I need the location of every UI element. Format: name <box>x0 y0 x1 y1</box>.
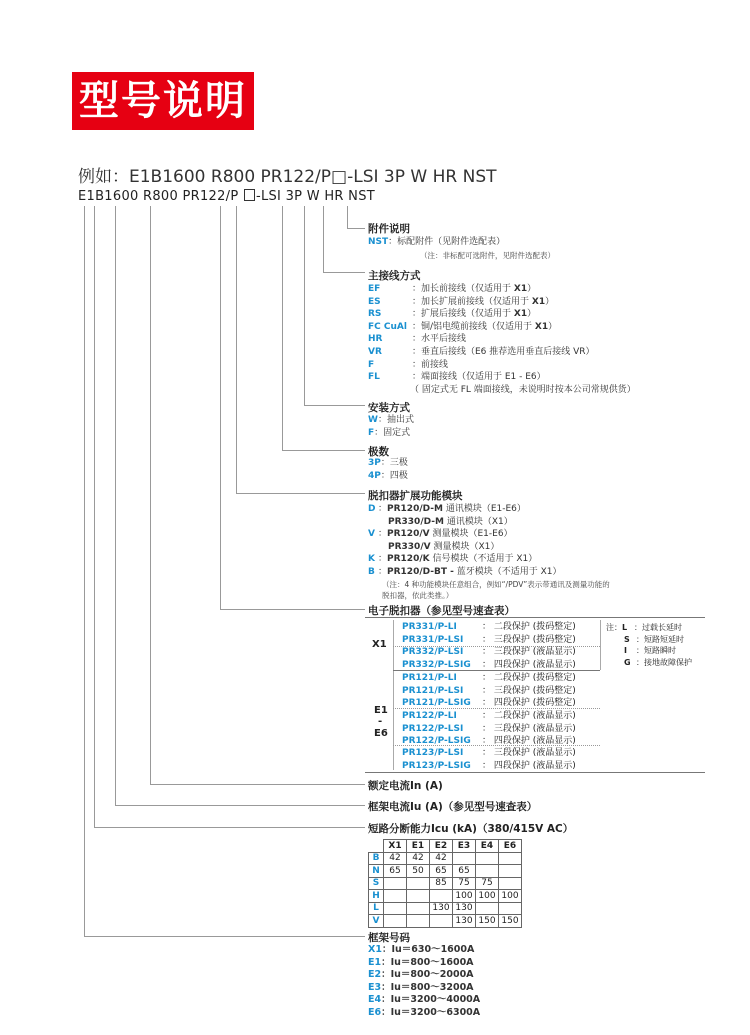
table-row <box>369 852 522 865</box>
table-header-cell: E1 <box>407 840 430 853</box>
trip-e-list-2 <box>402 710 576 748</box>
table-cell: 100 <box>453 890 476 903</box>
frame-item: E4：Iu＝3200～4000A <box>368 994 481 1006</box>
trip-row: PR122/P-LSIG ： 四段保护 (液晶显示) <box>402 736 576 746</box>
table-header-cell: X1 <box>384 840 407 853</box>
table-cell: H <box>369 890 384 903</box>
model-code-part1: E1B1600 R800 PR122/P <box>78 189 239 204</box>
table-cell <box>384 877 407 890</box>
frame-item: X1：Iu＝630～1600A <box>368 944 475 955</box>
connection-item: VR ：垂直后接线（E6 推荐选用垂直后接线 VR） <box>368 346 595 357</box>
table-cell <box>499 902 522 915</box>
table-cell: 130 <box>453 902 476 915</box>
connection-item: HR ：水平后接线 <box>368 334 467 345</box>
table-cell <box>407 890 430 903</box>
table-row <box>369 915 522 928</box>
table-cell <box>499 877 522 890</box>
extension-item: PR330/V 测量模块（X1） <box>388 541 500 552</box>
legend-item: S ：短路短延时 <box>624 634 684 644</box>
table-cell <box>407 877 430 890</box>
table-cell: 65 <box>453 865 476 878</box>
page-banner: 型号说明 <box>72 72 254 130</box>
table-cell: 50 <box>407 865 430 878</box>
frame-number-list <box>368 944 480 1020</box>
trip-row: PR123/P-LSI ： 三段保护 (液晶显示) <box>402 748 576 758</box>
trip-row: PR331/P-LSI ： 三段保护 (拨码整定) <box>402 634 576 645</box>
connection-item: ES ：加长扩展前接线（仅适用于 X1） <box>368 296 555 307</box>
table-row <box>369 890 522 903</box>
table-row <box>369 902 522 915</box>
table-cell <box>384 890 407 903</box>
extension-note-1: （注：4 种功能模块任意组合，例如“/PDV”表示带通讯及测量功能的 <box>382 580 610 589</box>
table-cell <box>453 852 476 865</box>
table-cell: 65 <box>430 865 453 878</box>
table-cell <box>476 865 499 878</box>
table-header-cell: E2 <box>430 840 453 853</box>
frame-item: E6：Iu＝3200～6300A <box>368 1006 481 1018</box>
table-cell: 42 <box>384 852 407 865</box>
table-cell: 65 <box>384 865 407 878</box>
rated-current-title: 额定电流In (A) <box>368 780 443 792</box>
trip-e1-label: E1 <box>374 705 388 716</box>
table-cell: 150 <box>476 915 499 928</box>
trip-row: PR121/P-LSI ： 三段保护 (拨码整定) <box>402 685 576 696</box>
poles-item: 4P：四极 <box>368 470 408 481</box>
extension-note-2: 脱扣器，依此类推。） <box>382 591 454 600</box>
table-header-row <box>369 840 522 853</box>
trip-row: PR121/P-LSIG ： 四段保护 (拨码整定) <box>402 698 576 708</box>
table-cell: V <box>369 915 384 928</box>
table-cell: 150 <box>499 915 522 928</box>
table-cell: L <box>369 902 384 915</box>
legend-item: 注：L ：过载长延时 <box>606 623 682 632</box>
trip-row: PR331/P-LI ： 二段保护 (拨码整定) <box>402 622 576 632</box>
breaking-capacity-table <box>368 839 522 928</box>
legend-item: I ：短路瞬时 <box>624 646 676 655</box>
blank-box-icon <box>244 189 255 201</box>
install-item: F：固定式 <box>368 427 411 438</box>
trip-x1-list <box>402 621 576 671</box>
table-cell: 42 <box>407 852 430 865</box>
poles-title: 极数 <box>368 446 389 458</box>
table-cell <box>369 840 384 853</box>
connection-item: FL ：端面接线（仅适用于 E1 - E6） <box>368 372 546 383</box>
table-cell: B <box>369 852 384 865</box>
trip-dash-label: - <box>378 716 383 727</box>
frame-item: E3：Iu＝800～3200A <box>368 981 474 993</box>
table-cell: 130 <box>453 915 476 928</box>
frame-number-title: 框架号码 <box>368 932 410 944</box>
accessory-title: 附件说明 <box>368 223 410 235</box>
frame-item: E1：Iu＝800～1600A <box>368 956 474 968</box>
table-cell: 100 <box>499 890 522 903</box>
table-cell <box>476 852 499 865</box>
trip-e-list-3 <box>402 747 576 772</box>
model-code <box>78 189 375 204</box>
poles-item: 3P：三极 <box>368 458 408 468</box>
table-cell: 42 <box>430 852 453 865</box>
extension-item: V ：PR120/V 测量模块（E1-E6） <box>368 529 513 540</box>
table-row <box>369 865 522 878</box>
accessory-nst: NST：标配附件（见附件选配表） <box>368 237 506 247</box>
connection-item: EF ：加长前接线（仅适用于 X1） <box>368 284 537 294</box>
table-cell: 75 <box>476 877 499 890</box>
table-header-cell: E3 <box>453 840 476 853</box>
install-item: W：抽出式 <box>368 415 414 425</box>
install-title: 安装方式 <box>368 402 410 414</box>
table-cell <box>407 902 430 915</box>
accessory-note: （注：非标配可选附件，见附件选配表） <box>420 251 555 260</box>
frame-item: E2：Iu＝800～2000A <box>368 969 474 981</box>
extension-item: B ：PR120/D-BT - 蓝牙模块（不适用于 X1） <box>368 566 562 577</box>
connection-note: （ 固定式无 FL 端面接线，未说明时按本公司常规供货） <box>410 384 636 395</box>
table-cell: 85 <box>430 877 453 890</box>
legend-item: G ：接地故障保护 <box>624 657 692 667</box>
table-cell <box>499 852 522 865</box>
table-cell <box>384 915 407 928</box>
table-cell <box>407 915 430 928</box>
connection-list <box>368 283 636 396</box>
extension-item: K ：PR120/K 信号模块（不适用于 X1） <box>368 554 538 565</box>
table-cell <box>384 902 407 915</box>
table-header-cell: E6 <box>499 840 522 853</box>
trip-row: PR121/P-LI ： 二段保护 (拨码整定) <box>402 673 576 683</box>
frame-current-title: 框架电流Iu (A)（参见型号速查表） <box>368 801 538 813</box>
connection-item: F ：前接线 <box>368 359 449 370</box>
connection-title: 主接线方式 <box>368 270 421 282</box>
extension-item: D ：PR120/D-M 通讯模块（E1-E6） <box>368 504 526 514</box>
trip-row: PR122/P-LSI ： 三段保护 (液晶显示) <box>402 723 576 734</box>
table-header-cell: E4 <box>476 840 499 853</box>
model-code-part2: -LSI 3P W HR NST <box>255 189 375 204</box>
extension-list <box>368 503 562 579</box>
table-cell <box>430 915 453 928</box>
table-cell <box>476 902 499 915</box>
extension-item: PR330/D-M 通讯模块（X1） <box>388 516 513 527</box>
table-cell: 100 <box>476 890 499 903</box>
connection-item: RS ：扩展后接线（仅适用于 X1） <box>368 309 537 320</box>
table-cell <box>430 890 453 903</box>
trip-row: PR332/P-LSI ： 三段保护 (液晶显示) <box>402 647 576 657</box>
install-list <box>368 414 414 439</box>
connection-item: FC CuAl ：铜/铝电缆前接线（仅适用于 X1） <box>368 321 558 332</box>
table-cell: 130 <box>430 902 453 915</box>
trip-e-list-1 <box>402 672 576 710</box>
table-cell: 75 <box>453 877 476 890</box>
trip-e6-label: E6 <box>374 728 388 739</box>
trip-row: PR122/P-LI ： 二段保护 (液晶显示) <box>402 711 576 721</box>
trip-x1-label: X1 <box>372 639 387 650</box>
example-line: 例如：E1B1600 R800 PR122/P□-LSI 3P W HR NST <box>78 167 497 187</box>
table-cell <box>499 865 522 878</box>
trip-unit-title: 电子脱扣器（参见型号速查表） <box>368 605 515 617</box>
protection-legend <box>606 622 692 668</box>
extension-title: 脱扣器扩展功能模块 <box>368 490 463 502</box>
trip-row: PR123/P-LSIG ： 四段保护 (液晶显示) <box>402 760 576 771</box>
breaking-capacity-title: 短路分断能力Icu (kA)（380/415V AC） <box>368 823 574 835</box>
table-cell: S <box>369 877 384 890</box>
poles-list <box>368 457 408 482</box>
trip-row: PR332/P-LSIG ： 四段保护 (液晶显示) <box>402 659 576 670</box>
table-row <box>369 877 522 890</box>
table-cell: N <box>369 865 384 878</box>
